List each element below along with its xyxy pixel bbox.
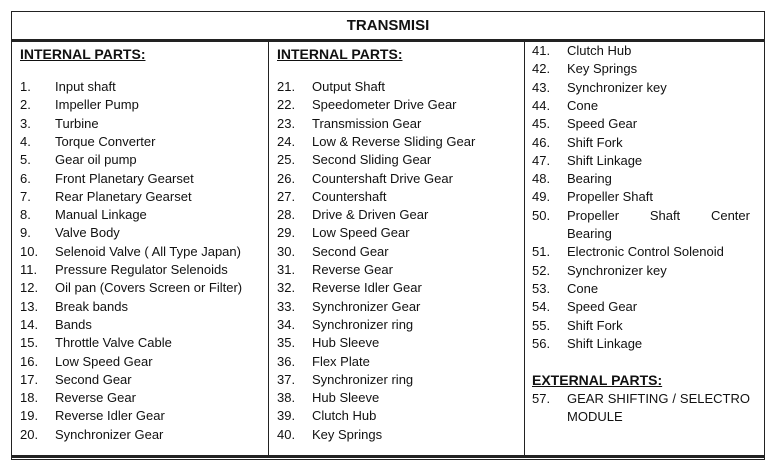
section-heading-external-parts: EXTERNAL PARTS: <box>532 372 663 389</box>
item-number: 5. <box>20 152 31 168</box>
item-number: 53. <box>532 280 551 296</box>
item-label: Electronic Control Solenoid <box>567 244 724 260</box>
item-number: 16. <box>20 353 39 369</box>
title-divider <box>12 39 764 42</box>
item-label-line-1 <box>567 207 750 225</box>
item-number: 31. <box>277 262 296 277</box>
item-number: 17. <box>20 371 39 387</box>
item-label: Gear oil pump <box>55 152 137 168</box>
item-label: Countershaft <box>312 188 387 204</box>
item-label: Clutch Hub <box>312 408 377 424</box>
item-label: Rear Planetary Gearset <box>55 188 192 204</box>
item-label-line-1 <box>567 390 750 408</box>
item-label: Shift Linkage <box>567 335 643 351</box>
item-label: Key Springs <box>567 61 638 77</box>
item-number: 48. <box>532 171 551 187</box>
item-label: Flex Plate <box>312 353 370 369</box>
item-number: 56. <box>532 335 551 351</box>
item-number: 34. <box>277 316 296 332</box>
item-number: 18. <box>20 390 39 406</box>
transmisi-table <box>11 11 765 460</box>
item-number: 4. <box>20 133 31 149</box>
item-number: 22. <box>277 97 296 113</box>
item-label: Synchronizer key <box>567 79 667 95</box>
item-number: 9. <box>20 225 31 241</box>
item-number: 37. <box>277 371 296 387</box>
item-label: Drive & Driven Gear <box>312 207 429 223</box>
bottom-divider <box>12 455 764 458</box>
item-label: Break bands <box>55 298 128 314</box>
item-number: 15. <box>20 335 39 351</box>
item-word: Propeller <box>567 207 620 223</box>
item-label: Propeller Shaft <box>567 189 653 205</box>
item-number: 3. <box>20 115 31 131</box>
item-label: Hub Sleeve <box>312 335 380 351</box>
item-number: 23. <box>277 115 296 131</box>
item-number: 47. <box>532 152 551 168</box>
item-number: 33. <box>277 298 296 314</box>
item-label: Synchronizer ring <box>312 371 414 387</box>
item-number: 55. <box>532 317 551 333</box>
item-label: Synchronizer Gear <box>312 298 421 314</box>
item-word: SHIFTING <box>607 390 669 406</box>
item-number: 52. <box>532 262 551 278</box>
item-label: Shift Fork <box>567 317 623 333</box>
item-label: Speed Gear <box>567 299 638 315</box>
item-label: Valve Body <box>55 225 120 241</box>
item-number: 13. <box>20 298 39 314</box>
item-label: Reverse Idler Gear <box>312 280 422 296</box>
item-label: Shift Fork <box>567 134 623 150</box>
item-number: 57. <box>532 390 551 406</box>
item-label: Throttle Valve Cable <box>55 335 172 351</box>
item-label <box>567 390 750 427</box>
item-number: 54. <box>532 299 551 315</box>
item-number: 10. <box>20 243 39 259</box>
table-title: TRANSMISI <box>346 17 430 34</box>
section-heading-internal-parts: INTERNAL PARTS: <box>20 46 146 62</box>
item-label: Cone <box>567 97 599 113</box>
item-label: Pressure Regulator Selenoids <box>55 262 228 277</box>
item-word: / <box>672 390 676 406</box>
item-label: Reverse Idler Gear <box>55 408 165 424</box>
item-number: 36. <box>277 353 296 369</box>
item-number: 7. <box>20 188 31 204</box>
item-label-line-2: MODULE <box>567 409 623 425</box>
item-word: GEAR <box>567 390 604 406</box>
item-number: 32. <box>277 280 296 296</box>
item-number: 26. <box>277 170 296 186</box>
item-label: Speed Gear <box>567 116 638 132</box>
column-divider-1 <box>268 42 269 455</box>
item-number: 38. <box>277 390 296 406</box>
item-label-line-2: Bearing <box>567 225 612 241</box>
item-word: Shaft <box>649 207 681 223</box>
item-label: Synchronizer ring <box>312 316 414 332</box>
item-number: 20. <box>20 426 39 442</box>
item-word: SELECTRO <box>679 390 750 406</box>
item-label: Manual Linkage <box>55 207 147 223</box>
item-label: Front Planetary Gearset <box>55 170 194 186</box>
item-number: 21. <box>277 79 296 94</box>
item-number: 25. <box>277 152 296 168</box>
item-number: 8. <box>20 207 31 223</box>
item-number: 2. <box>20 97 31 113</box>
item-number: 51. <box>532 244 551 260</box>
item-number: 49. <box>532 189 551 205</box>
item-number: 30. <box>277 243 296 259</box>
item-label: Second Gear <box>55 371 132 387</box>
item-number: 1. <box>20 79 31 94</box>
item-number: 45. <box>532 116 551 132</box>
item-label: Low Speed Gear <box>312 225 410 241</box>
item-label: Shift Linkage <box>567 152 643 168</box>
item-label: Reverse Gear <box>55 390 136 406</box>
item-label: Turbine <box>55 115 99 131</box>
item-label: Transmission Gear <box>312 115 422 131</box>
item-label: Countershaft Drive Gear <box>312 170 453 186</box>
item-label: Synchronizer Gear <box>55 426 164 442</box>
item-label: Second Sliding Gear <box>312 152 432 168</box>
item-number: 19. <box>20 408 39 424</box>
item-number: 41. <box>532 43 551 58</box>
item-label: Torque Converter <box>55 133 156 149</box>
item-number: 14. <box>20 316 39 332</box>
item-label: Oil pan (Covers Screen or Filter) <box>55 280 243 296</box>
item-label <box>567 207 750 244</box>
item-label: Cone <box>567 280 599 296</box>
item-number: 28. <box>277 207 296 223</box>
item-number: 27. <box>277 188 296 204</box>
item-label: Reverse Gear <box>312 262 393 277</box>
item-label: Second Gear <box>312 243 389 259</box>
item-number: 50. <box>532 207 551 223</box>
column-divider-2 <box>524 42 525 455</box>
section-heading-internal-parts: INTERNAL PARTS: <box>277 46 403 62</box>
item-label: Bearing <box>567 171 612 187</box>
item-label: Synchronizer key <box>567 262 667 278</box>
item-number: 24. <box>277 133 296 149</box>
item-number: 35. <box>277 335 296 351</box>
item-label: Key Springs <box>312 426 383 442</box>
item-number: 6. <box>20 170 31 186</box>
item-number: 42. <box>532 61 551 77</box>
item-number: 43. <box>532 79 551 95</box>
item-label: Bands <box>55 316 92 332</box>
item-label: Input shaft <box>55 79 116 94</box>
item-number: 29. <box>277 225 296 241</box>
item-number: 46. <box>532 134 551 150</box>
item-number: 44. <box>532 97 551 113</box>
item-number: 12. <box>20 280 39 296</box>
item-number: 11. <box>20 262 38 277</box>
item-label: Speedometer Drive Gear <box>312 97 457 113</box>
item-number: 40. <box>277 426 296 442</box>
item-label: Clutch Hub <box>567 43 632 58</box>
item-word: Center <box>710 207 750 223</box>
item-label: Low Speed Gear <box>55 353 153 369</box>
item-label: Low & Reverse Sliding Gear <box>312 133 476 149</box>
item-label: Selenoid Valve ( All Type Japan) <box>55 243 241 259</box>
item-label: Impeller Pump <box>55 97 139 113</box>
item-label: Hub Sleeve <box>312 390 380 406</box>
item-number: 39. <box>277 408 296 424</box>
item-label: Output Shaft <box>312 79 385 94</box>
